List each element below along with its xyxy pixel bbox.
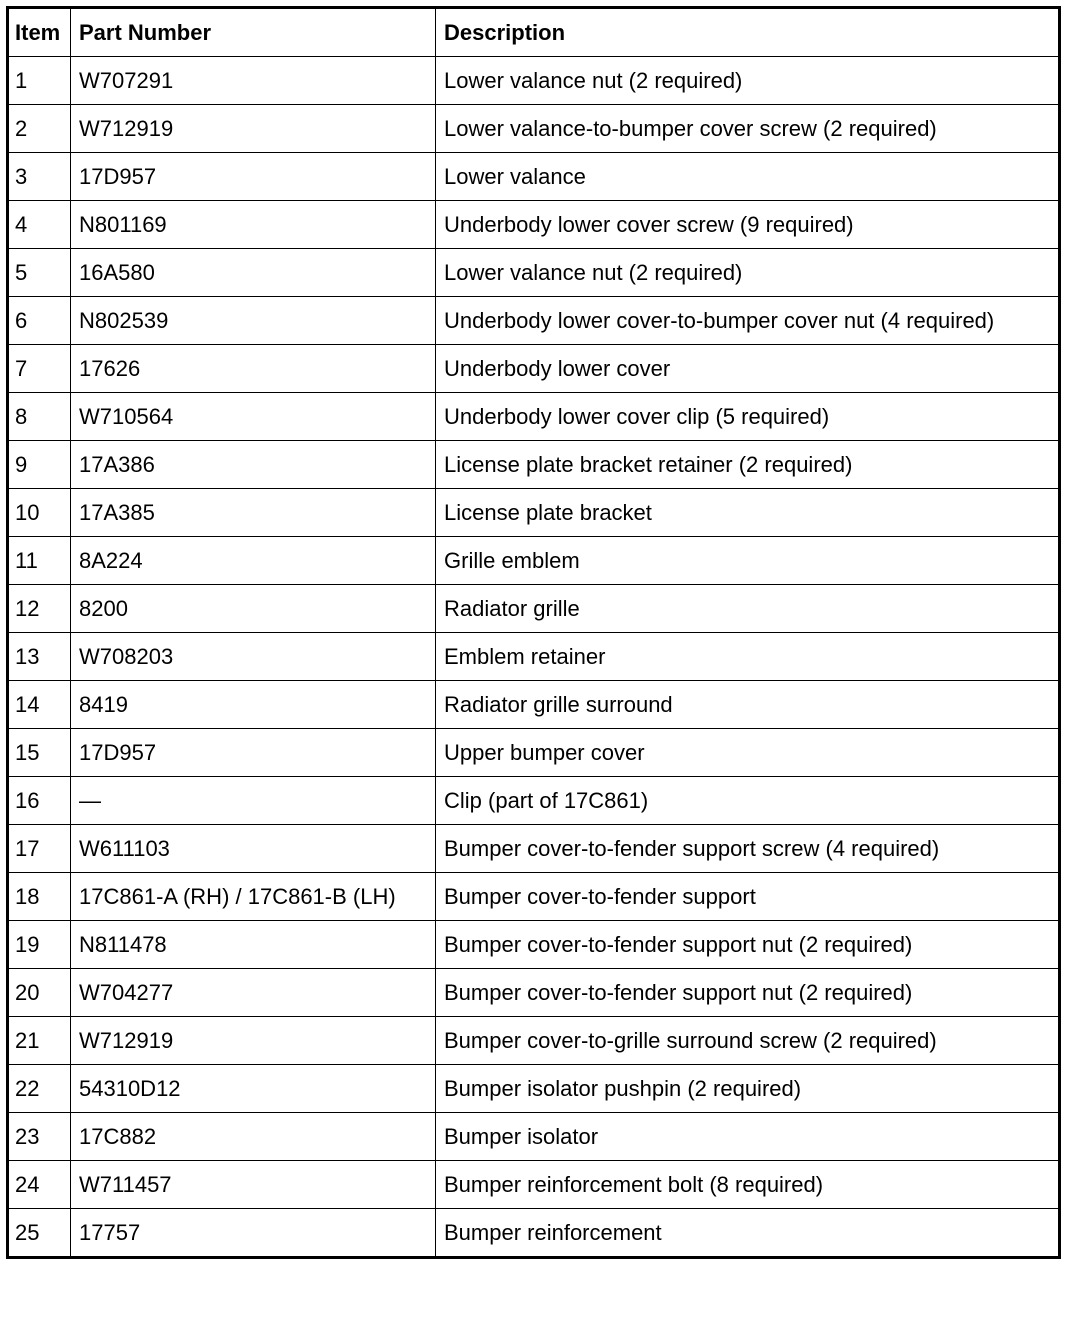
item-cell: 15 (8, 729, 71, 777)
item-cell: 25 (8, 1209, 71, 1258)
table-row (8, 825, 1060, 873)
table-row (8, 153, 1060, 201)
table-row (8, 1161, 1060, 1209)
table-row (8, 249, 1060, 297)
header-part-number: Part Number (71, 8, 436, 57)
description-cell: Upper bumper cover (436, 729, 1060, 777)
parts-table-body (8, 57, 1060, 1258)
part-number-cell: 8419 (71, 681, 436, 729)
description-cell: Grille emblem (436, 537, 1060, 585)
description-cell: Bumper cover-to-grille surround screw (2 required) (436, 1017, 1060, 1065)
item-cell: 17 (8, 825, 71, 873)
table-row (8, 921, 1060, 969)
part-number-cell: 17C861-A (RH) / 17C861-B (LH) (71, 873, 436, 921)
description-cell: Bumper cover-to-fender support (436, 873, 1060, 921)
item-cell: 14 (8, 681, 71, 729)
description-cell: Underbody lower cover screw (9 required) (436, 201, 1060, 249)
description-cell: Lower valance (436, 153, 1060, 201)
part-number-cell: 17A386 (71, 441, 436, 489)
description-cell: Underbody lower cover (436, 345, 1060, 393)
part-number-cell: 17C882 (71, 1113, 436, 1161)
part-number-cell: 54310D12 (71, 1065, 436, 1113)
part-number-cell: W708203 (71, 633, 436, 681)
header-description: Description (436, 8, 1060, 57)
item-cell: 18 (8, 873, 71, 921)
description-cell: Bumper cover-to-fender support nut (2 required) (436, 969, 1060, 1017)
part-number-cell: 17626 (71, 345, 436, 393)
item-cell: 22 (8, 1065, 71, 1113)
part-number-cell: N801169 (71, 201, 436, 249)
description-cell: Bumper cover-to-fender support screw (4 required) (436, 825, 1060, 873)
description-cell: Emblem retainer (436, 633, 1060, 681)
item-cell: 1 (8, 57, 71, 105)
item-cell: 8 (8, 393, 71, 441)
parts-table (6, 6, 1061, 1259)
part-number-cell: 8200 (71, 585, 436, 633)
description-cell: Radiator grille surround (436, 681, 1060, 729)
item-cell: 23 (8, 1113, 71, 1161)
table-row (8, 201, 1060, 249)
table-row (8, 537, 1060, 585)
item-cell: 5 (8, 249, 71, 297)
description-cell: Bumper cover-to-fender support nut (2 required) (436, 921, 1060, 969)
table-row (8, 105, 1060, 153)
item-cell: 4 (8, 201, 71, 249)
part-number-cell: N802539 (71, 297, 436, 345)
part-number-cell: W710564 (71, 393, 436, 441)
item-cell: 20 (8, 969, 71, 1017)
description-cell: Lower valance nut (2 required) (436, 249, 1060, 297)
item-cell: 3 (8, 153, 71, 201)
description-cell: Underbody lower cover-to-bumper cover nut (4 required) (436, 297, 1060, 345)
item-cell: 12 (8, 585, 71, 633)
header-row (8, 8, 1060, 57)
table-row (8, 297, 1060, 345)
table-row (8, 681, 1060, 729)
item-cell: 9 (8, 441, 71, 489)
item-cell: 13 (8, 633, 71, 681)
part-number-cell: W611103 (71, 825, 436, 873)
part-number-cell: 17D957 (71, 153, 436, 201)
description-cell: Radiator grille (436, 585, 1060, 633)
item-cell: 10 (8, 489, 71, 537)
table-row (8, 1065, 1060, 1113)
description-cell: Lower valance nut (2 required) (436, 57, 1060, 105)
description-cell: Bumper reinforcement (436, 1209, 1060, 1258)
table-row (8, 729, 1060, 777)
part-number-cell: 17A385 (71, 489, 436, 537)
item-cell: 6 (8, 297, 71, 345)
part-number-cell: W707291 (71, 57, 436, 105)
description-cell: Bumper reinforcement bolt (8 required) (436, 1161, 1060, 1209)
item-cell: 16 (8, 777, 71, 825)
table-row (8, 489, 1060, 537)
table-row (8, 585, 1060, 633)
part-number-cell: 17D957 (71, 729, 436, 777)
table-row (8, 777, 1060, 825)
part-number-cell: W711457 (71, 1161, 436, 1209)
description-cell: Bumper isolator pushpin (2 required) (436, 1065, 1060, 1113)
table-row (8, 1017, 1060, 1065)
part-number-cell: 16A580 (71, 249, 436, 297)
part-number-cell: 8A224 (71, 537, 436, 585)
part-number-cell: W712919 (71, 1017, 436, 1065)
part-number-cell: W704277 (71, 969, 436, 1017)
table-row (8, 441, 1060, 489)
table-row (8, 873, 1060, 921)
table-row (8, 57, 1060, 105)
description-cell: Underbody lower cover clip (5 required) (436, 393, 1060, 441)
table-row (8, 393, 1060, 441)
part-number-cell: — (71, 777, 436, 825)
table-row (8, 633, 1060, 681)
parts-table-header (8, 8, 1060, 57)
item-cell: 19 (8, 921, 71, 969)
table-row (8, 969, 1060, 1017)
table-row (8, 345, 1060, 393)
description-cell: Clip (part of 17C861) (436, 777, 1060, 825)
table-row (8, 1209, 1060, 1258)
item-cell: 24 (8, 1161, 71, 1209)
part-number-cell: W712919 (71, 105, 436, 153)
description-cell: License plate bracket retainer (2 required) (436, 441, 1060, 489)
item-cell: 7 (8, 345, 71, 393)
header-item: Item (8, 8, 71, 57)
part-number-cell: 17757 (71, 1209, 436, 1258)
part-number-cell: N811478 (71, 921, 436, 969)
item-cell: 2 (8, 105, 71, 153)
description-cell: License plate bracket (436, 489, 1060, 537)
description-cell: Bumper isolator (436, 1113, 1060, 1161)
description-cell: Lower valance-to-bumper cover screw (2 required) (436, 105, 1060, 153)
item-cell: 21 (8, 1017, 71, 1065)
item-cell: 11 (8, 537, 71, 585)
table-row (8, 1113, 1060, 1161)
